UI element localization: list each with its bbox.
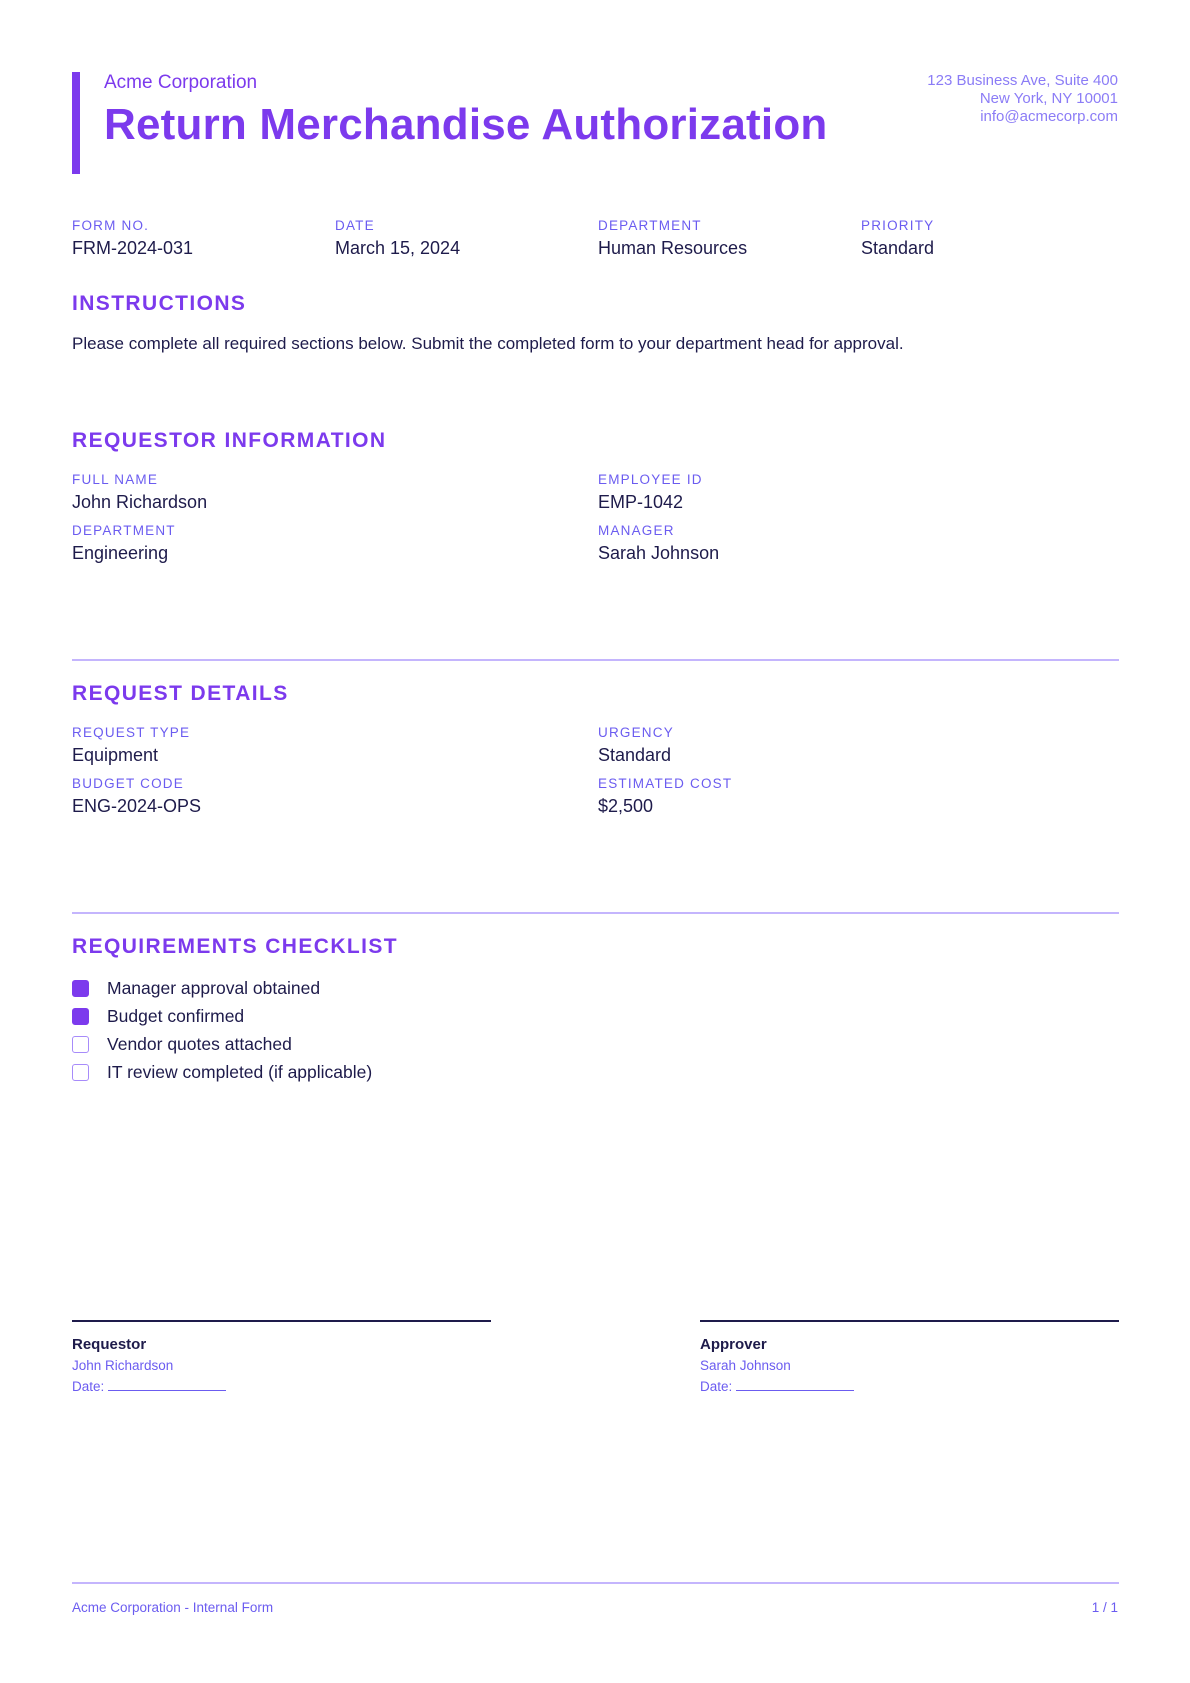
employee-id-field	[598, 472, 703, 513]
date-blank-field[interactable]	[736, 1378, 854, 1391]
full-name-value: John Richardson	[72, 492, 208, 512]
employee-id-label: EMPLOYEE ID	[598, 472, 703, 487]
signature-line[interactable]	[700, 1320, 1119, 1322]
approver-signature-block	[700, 1320, 1119, 1394]
checklist-item-label: IT review completed (if applicable)	[107, 1061, 373, 1082]
requestor-signature-block	[72, 1320, 491, 1394]
requestor-role: Requestor	[72, 1336, 147, 1353]
estimated-cost-label: ESTIMATED COST	[598, 776, 733, 791]
manager-field	[598, 523, 719, 564]
priority-value: Standard	[861, 238, 935, 258]
date-label: Date:	[700, 1379, 733, 1394]
checklist-title: REQUIREMENTS CHECKLIST	[72, 935, 398, 958]
department-label: DEPARTMENT	[598, 218, 702, 233]
request-type-field	[72, 725, 190, 766]
date-blank-field[interactable]	[108, 1378, 226, 1391]
instructions-text: Please complete all required sections below. Submit the completed form to your department head for approval.	[72, 334, 904, 353]
company-address	[927, 72, 1118, 126]
requestor-department-value: Engineering	[72, 543, 169, 563]
checklist-item[interactable]	[72, 977, 320, 999]
instructions-title: INSTRUCTIONS	[72, 292, 247, 315]
checklist-item[interactable]	[72, 1061, 372, 1083]
meta-date	[335, 218, 460, 259]
budget-code-field	[72, 776, 201, 817]
manager-value: Sarah Johnson	[598, 543, 720, 563]
approver-role: Approver	[700, 1336, 767, 1353]
form-no-label: FORM NO.	[72, 218, 150, 233]
date-label: DATE	[335, 218, 375, 233]
budget-code-value: ENG-2024-OPS	[72, 796, 202, 816]
requestor-department-field	[72, 523, 176, 564]
request-type-value: Equipment	[72, 745, 159, 765]
meta-department	[598, 218, 747, 259]
priority-label: PRIORITY	[861, 218, 935, 233]
urgency-value: Standard	[598, 745, 672, 765]
checklist-item-label: Budget confirmed	[107, 1005, 245, 1026]
requestor-date	[72, 1378, 491, 1394]
address-line-2: New York, NY 10001	[979, 90, 1118, 107]
employee-id-value: EMP-1042	[598, 492, 684, 512]
urgency-label: URGENCY	[598, 725, 674, 740]
meta-form-no	[72, 218, 193, 259]
date-label: Date:	[72, 1379, 105, 1394]
header-accent-bar	[72, 72, 80, 174]
requestor-section-title: REQUESTOR INFORMATION	[72, 429, 387, 452]
page-number: 1 / 1	[1091, 1600, 1118, 1615]
document-title: Return Merchandise Authorization	[104, 100, 828, 149]
manager-label: MANAGER	[598, 523, 675, 538]
full-name-label: FULL NAME	[72, 472, 159, 487]
department-value: Human Resources	[598, 238, 748, 258]
footer-text: Acme Corporation - Internal Form	[72, 1600, 274, 1615]
checkbox[interactable]	[72, 1036, 89, 1053]
approver-date	[700, 1378, 1119, 1394]
signature-line[interactable]	[72, 1320, 491, 1322]
checklist-item-label: Manager approval obtained	[107, 977, 321, 998]
requestor-signature-name: John Richardson	[72, 1358, 174, 1373]
address-line-1: 123 Business Ave, Suite 400	[927, 72, 1118, 89]
checkbox[interactable]	[72, 1008, 89, 1025]
full-name-field	[72, 472, 207, 513]
section-divider	[72, 659, 1119, 661]
estimated-cost-value: $2,500	[598, 796, 654, 816]
urgency-field	[598, 725, 674, 766]
section-divider	[72, 912, 1119, 914]
form-no-value: FRM-2024-031	[72, 238, 194, 258]
company-name: Acme Corporation	[104, 72, 258, 93]
checklist-item[interactable]	[72, 1033, 292, 1055]
checkbox[interactable]	[72, 1064, 89, 1081]
request-details-title: REQUEST DETAILS	[72, 682, 289, 705]
requestor-department-label: DEPARTMENT	[72, 523, 176, 538]
checklist-item-label: Vendor quotes attached	[107, 1033, 292, 1054]
date-value: March 15, 2024	[335, 238, 461, 258]
budget-code-label: BUDGET CODE	[72, 776, 184, 791]
footer-divider	[72, 1582, 1119, 1584]
checkbox[interactable]	[72, 980, 89, 997]
request-type-label: REQUEST TYPE	[72, 725, 191, 740]
checklist-item[interactable]	[72, 1005, 244, 1027]
meta-priority	[861, 218, 934, 259]
approver-signature-name: Sarah Johnson	[700, 1358, 791, 1373]
company-email: info@acmecorp.com	[980, 108, 1118, 125]
estimated-cost-field	[598, 776, 732, 817]
